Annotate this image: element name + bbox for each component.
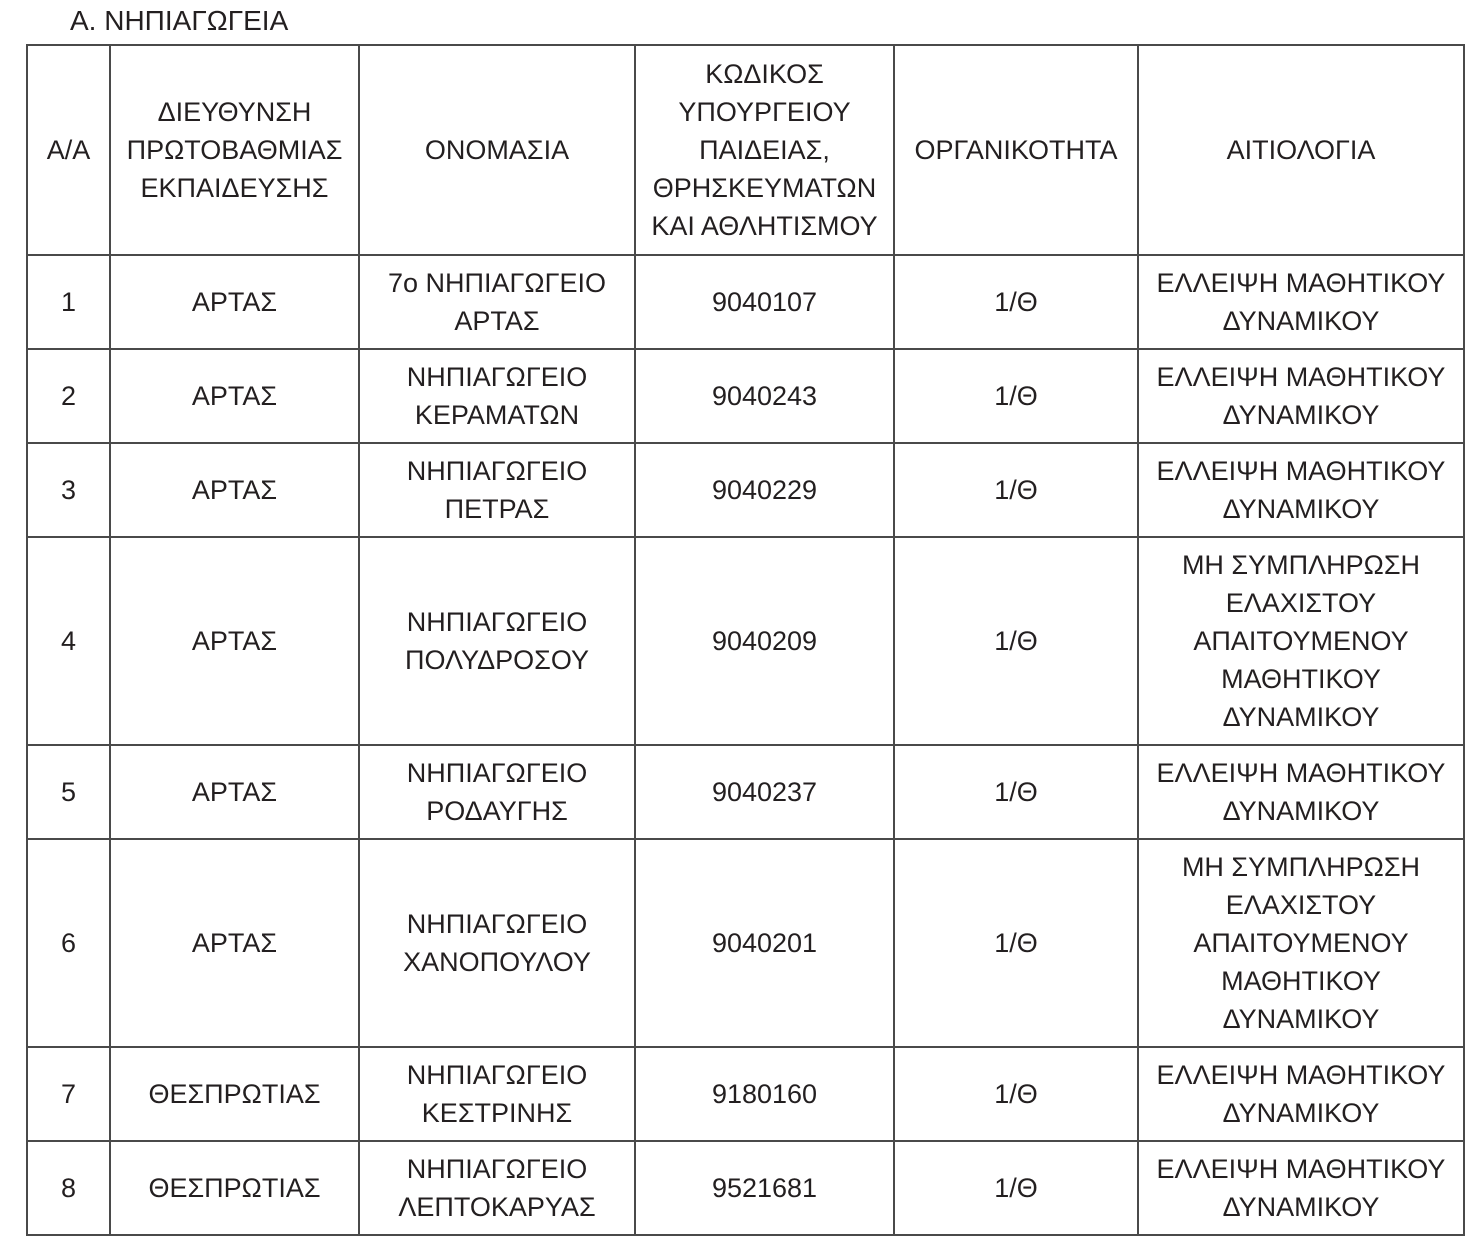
section-title: Α. ΝΗΠΙΑΓΩΓΕΙΑ xyxy=(70,5,289,36)
cell-ministry-code: 9040243 xyxy=(635,349,894,443)
cell-directorate: ΘΕΣΠΡΩΤΙΑΣ xyxy=(110,1047,359,1141)
cell-directorate: ΑΡΤΑΣ xyxy=(110,349,359,443)
cell-serial-number: 7 xyxy=(27,1047,110,1141)
cell-name: ΝΗΠΙΑΓΩΓΕΙΟ ΡΟΔΑΥΓΗΣ xyxy=(359,745,635,839)
cell-reason: ΜΗ ΣΥΜΠΛΗΡΩΣΗ ΕΛΑΧΙΣΤΟΥ ΑΠΑΙΤΟΥΜΕΝΟΥ ΜΑΘΗΤΙΚΟΥ ΔΥΝΑΜΙΚΟΥ xyxy=(1138,537,1464,745)
table-row xyxy=(27,1141,1464,1235)
cell-directorate: ΑΡΤΑΣ xyxy=(110,745,359,839)
table-row xyxy=(27,537,1464,745)
cell-directorate: ΑΡΤΑΣ xyxy=(110,255,359,349)
table-row xyxy=(27,255,1464,349)
cell-reason: ΕΛΛΕΙΨΗ ΜΑΘΗΤΙΚΟΥ ΔΥΝΑΜΙΚΟΥ xyxy=(1138,443,1464,537)
cell-ministry-code: 9040237 xyxy=(635,745,894,839)
cell-directorate: ΑΡΤΑΣ xyxy=(110,839,359,1047)
cell-directorate: ΘΕΣΠΡΩΤΙΑΣ xyxy=(110,1141,359,1235)
cell-reason: ΕΛΛΕΙΨΗ ΜΑΘΗΤΙΚΟΥ ΔΥΝΑΜΙΚΟΥ xyxy=(1138,349,1464,443)
cell-serial-number: 2 xyxy=(27,349,110,443)
table-header-row xyxy=(27,45,1464,255)
cell-ministry-code: 9180160 xyxy=(635,1047,894,1141)
cell-serial-number: 5 xyxy=(27,745,110,839)
cell-name: ΝΗΠΙΑΓΩΓΕΙΟ ΠΟΛΥΔΡΟΣΟΥ xyxy=(359,537,635,745)
cell-organic-size: 1/Θ xyxy=(894,537,1138,745)
cell-serial-number: 4 xyxy=(27,537,110,745)
header-ministry-code: ΚΩΔΙΚΟΣ ΥΠΟΥΡΓΕΙΟΥ ΠΑΙΔΕΙΑΣ, ΘΡΗΣΚΕΥΜΑΤΩΝ ΚΑΙ ΑΘΛΗΤΙΣΜΟΥ xyxy=(635,45,894,255)
cell-reason: ΕΛΛΕΙΨΗ ΜΑΘΗΤΙΚΟΥ ΔΥΝΑΜΙΚΟΥ xyxy=(1138,255,1464,349)
cell-ministry-code: 9521681 xyxy=(635,1141,894,1235)
cell-ministry-code: 9040107 xyxy=(635,255,894,349)
cell-serial-number: 1 xyxy=(27,255,110,349)
cell-reason: ΕΛΛΕΙΨΗ ΜΑΘΗΤΙΚΟΥ ΔΥΝΑΜΙΚΟΥ xyxy=(1138,745,1464,839)
header-directorate: ΔΙΕΥΘΥΝΣΗ ΠΡΩΤΟΒΑΘΜΙΑΣ ΕΚΠΑΙΔΕΥΣΗΣ xyxy=(110,45,359,255)
cell-organic-size: 1/Θ xyxy=(894,349,1138,443)
cell-serial-number: 3 xyxy=(27,443,110,537)
cell-name: ΝΗΠΙΑΓΩΓΕΙΟ ΚΕΡΑΜΑΤΩΝ xyxy=(359,349,635,443)
table-row xyxy=(27,745,1464,839)
table-row xyxy=(27,1047,1464,1141)
cell-name: ΝΗΠΙΑΓΩΓΕΙΟ ΛΕΠΤΟΚΑΡΥΑΣ xyxy=(359,1141,635,1235)
cell-ministry-code: 9040209 xyxy=(635,537,894,745)
cell-ministry-code: 9040201 xyxy=(635,839,894,1047)
cell-name: ΝΗΠΙΑΓΩΓΕΙΟ ΠΕΤΡΑΣ xyxy=(359,443,635,537)
header-name: ΟΝΟΜΑΣΙΑ xyxy=(359,45,635,255)
table-row xyxy=(27,443,1464,537)
cell-organic-size: 1/Θ xyxy=(894,1047,1138,1141)
header-reason: ΑΙΤΙΟΛΟΓΙΑ xyxy=(1138,45,1464,255)
cell-reason: ΕΛΛΕΙΨΗ ΜΑΘΗΤΙΚΟΥ ΔΥΝΑΜΙΚΟΥ xyxy=(1138,1047,1464,1141)
cell-name: ΝΗΠΙΑΓΩΓΕΙΟ ΚΕΣΤΡΙΝΗΣ xyxy=(359,1047,635,1141)
cell-directorate: ΑΡΤΑΣ xyxy=(110,443,359,537)
header-serial-number: Α/Α xyxy=(27,45,110,255)
table-row xyxy=(27,839,1464,1047)
header-organic-size: ΟΡΓΑΝΙΚΟΤΗΤΑ xyxy=(894,45,1138,255)
cell-serial-number: 6 xyxy=(27,839,110,1047)
cell-organic-size: 1/Θ xyxy=(894,443,1138,537)
closures-table xyxy=(26,44,1465,1236)
cell-reason: ΜΗ ΣΥΜΠΛΗΡΩΣΗ ΕΛΑΧΙΣΤΟΥ ΑΠΑΙΤΟΥΜΕΝΟΥ ΜΑΘΗΤΙΚΟΥ ΔΥΝΑΜΙΚΟΥ xyxy=(1138,839,1464,1047)
cell-organic-size: 1/Θ xyxy=(894,1141,1138,1235)
cell-name: 7ο ΝΗΠΙΑΓΩΓΕΙΟ ΑΡΤΑΣ xyxy=(359,255,635,349)
cell-organic-size: 1/Θ xyxy=(894,745,1138,839)
cell-ministry-code: 9040229 xyxy=(635,443,894,537)
cell-reason: ΕΛΛΕΙΨΗ ΜΑΘΗΤΙΚΟΥ ΔΥΝΑΜΙΚΟΥ xyxy=(1138,1141,1464,1235)
cell-name: ΝΗΠΙΑΓΩΓΕΙΟ ΧΑΝΟΠΟΥΛΟΥ xyxy=(359,839,635,1047)
table-row xyxy=(27,349,1464,443)
cell-serial-number: 8 xyxy=(27,1141,110,1235)
cell-organic-size: 1/Θ xyxy=(894,839,1138,1047)
cell-organic-size: 1/Θ xyxy=(894,255,1138,349)
cell-directorate: ΑΡΤΑΣ xyxy=(110,537,359,745)
